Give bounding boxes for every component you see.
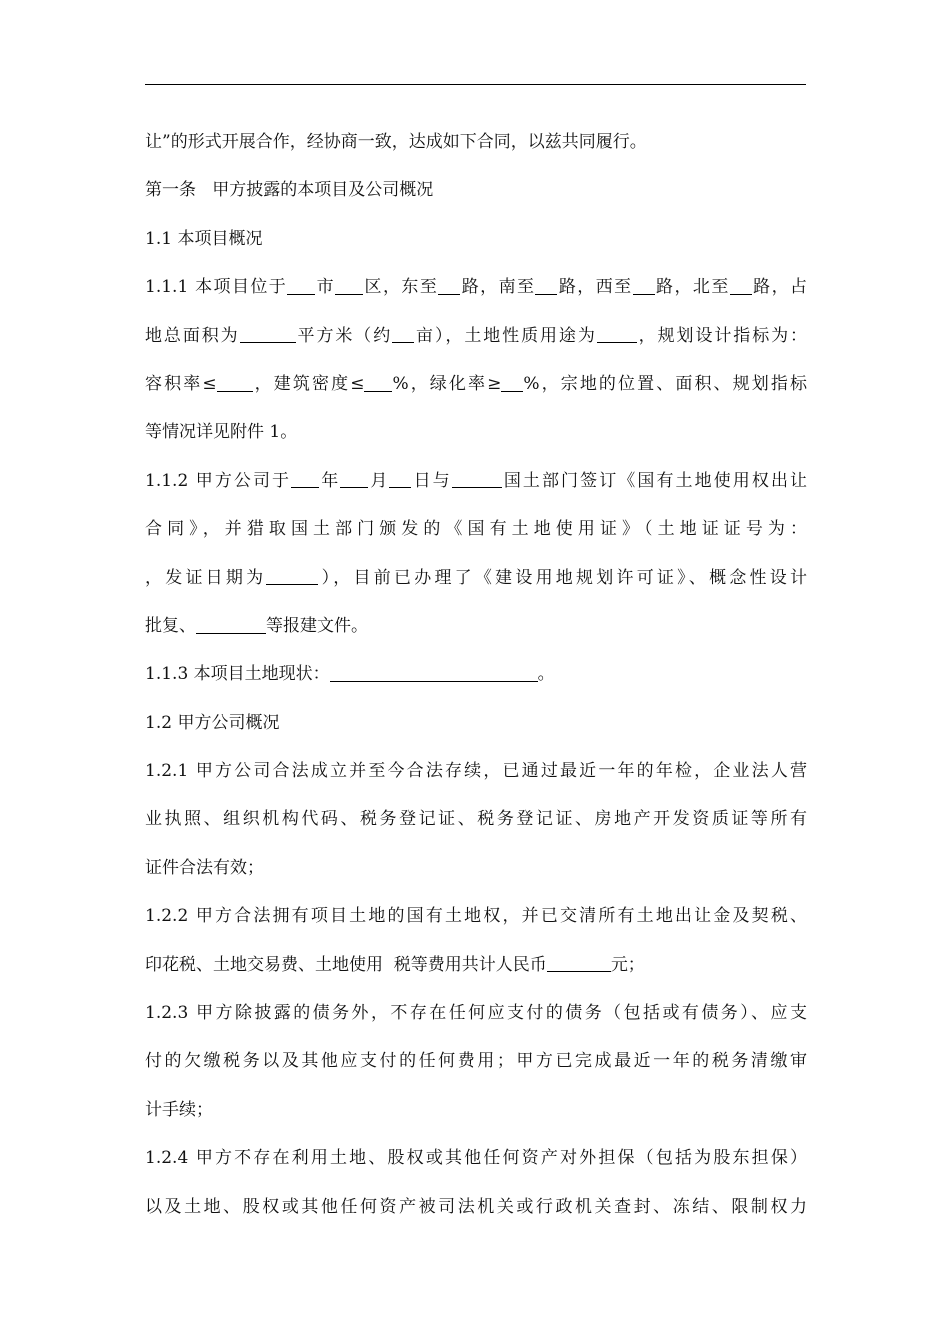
text-line: 合同》，并猎取国土部门颁发的《国有土地使用证》（土地证证号为： bbox=[145, 519, 807, 540]
fill-blank bbox=[240, 325, 296, 343]
fill-blank bbox=[389, 470, 411, 488]
fill-blank bbox=[291, 470, 319, 488]
text-line: 业执照、组织机构代码、税务登记证、税务登记证、房地产开发资质证等所有 bbox=[145, 809, 807, 830]
text-line: 批复、 等报建文件。 bbox=[145, 615, 368, 636]
text-line: 计手续； bbox=[145, 1099, 213, 1120]
text-line: 等情况详见附件 1。 bbox=[145, 422, 298, 443]
text-line: 1.1.2 甲方公司于 年 月 日与 国土部门签订《国有土地使用权出让 bbox=[145, 470, 807, 491]
fill-blank bbox=[392, 325, 414, 343]
text-line: 1.2.1 甲方公司合法成立并至今合法存续，已通过最近一年的年检，企业法人营 bbox=[145, 761, 807, 782]
fill-blank bbox=[335, 277, 363, 295]
fill-blank bbox=[597, 325, 637, 343]
text-line: 以及土地、股权或其他任何资产被司法机关或行政机关查封、冻结、限制权力 bbox=[145, 1196, 807, 1217]
text-line: ，发证日期为 ），目前已办理了《建设用地规划许可证》、概念性设计 bbox=[145, 567, 807, 588]
text-line: 证件合法有效； bbox=[145, 857, 264, 878]
header-rule bbox=[145, 84, 806, 85]
text-line: 1.2.2 甲方合法拥有项目土地的国有土地权，并已交清所有土地出让金及契税、 bbox=[145, 906, 807, 927]
fill-blank bbox=[217, 374, 253, 392]
fill-blank bbox=[196, 616, 266, 634]
fill-blank bbox=[535, 277, 557, 295]
contract-body bbox=[145, 118, 807, 1231]
text-line: 1.1.3 本项目土地现状： 。 bbox=[145, 664, 555, 685]
text-line: 印花税、土地交易费、土地使用 税等费用共计人民币 元； bbox=[145, 954, 645, 975]
fill-blank bbox=[501, 374, 523, 392]
fill-blank bbox=[287, 277, 315, 295]
text-line: 1.2.3 甲方除披露的债务外，不存在任何应支付的债务（包括或有债务）、应支 bbox=[145, 1003, 807, 1024]
text-line: 付的欠缴税务以及其他应支付的任何费用；甲方已完成最近一年的税务清缴审 bbox=[145, 1051, 807, 1072]
fill-blank bbox=[330, 664, 538, 682]
fill-blank bbox=[364, 374, 392, 392]
text-line: 让”的形式开展合作，经协商一致，达成如下合同，以兹共同履行。 bbox=[145, 132, 647, 152]
fill-blank bbox=[266, 567, 318, 585]
fill-blank bbox=[633, 277, 655, 295]
article-heading: 第一条 甲方披露的本项目及公司概况 bbox=[145, 180, 434, 201]
fill-blank bbox=[438, 277, 460, 295]
text-line: 1.1.1 本项目位于 市 区，东至 路，南至 路，西至 路，北至 路，占 bbox=[145, 277, 807, 298]
fill-blank bbox=[547, 954, 611, 972]
text-line: 地总面积为 平方米（约 亩），土地性质用途为 ，规划设计指标为： bbox=[145, 325, 807, 346]
fill-blank bbox=[452, 470, 502, 488]
fill-blank bbox=[340, 470, 368, 488]
section-heading: 1.2 甲方公司概况 bbox=[145, 712, 280, 733]
text-line: 容积率≤ ，建筑密度≤ %，绿化率≥ %，宗地的位置、面积、规划指标 bbox=[145, 373, 807, 394]
section-heading: 1.1 本项目概况 bbox=[145, 228, 263, 249]
text-line: 1.2.4 甲方不存在利用土地、股权或其他任何资产对外担保（包括为股东担保） bbox=[145, 1148, 807, 1169]
fill-blank bbox=[730, 277, 752, 295]
